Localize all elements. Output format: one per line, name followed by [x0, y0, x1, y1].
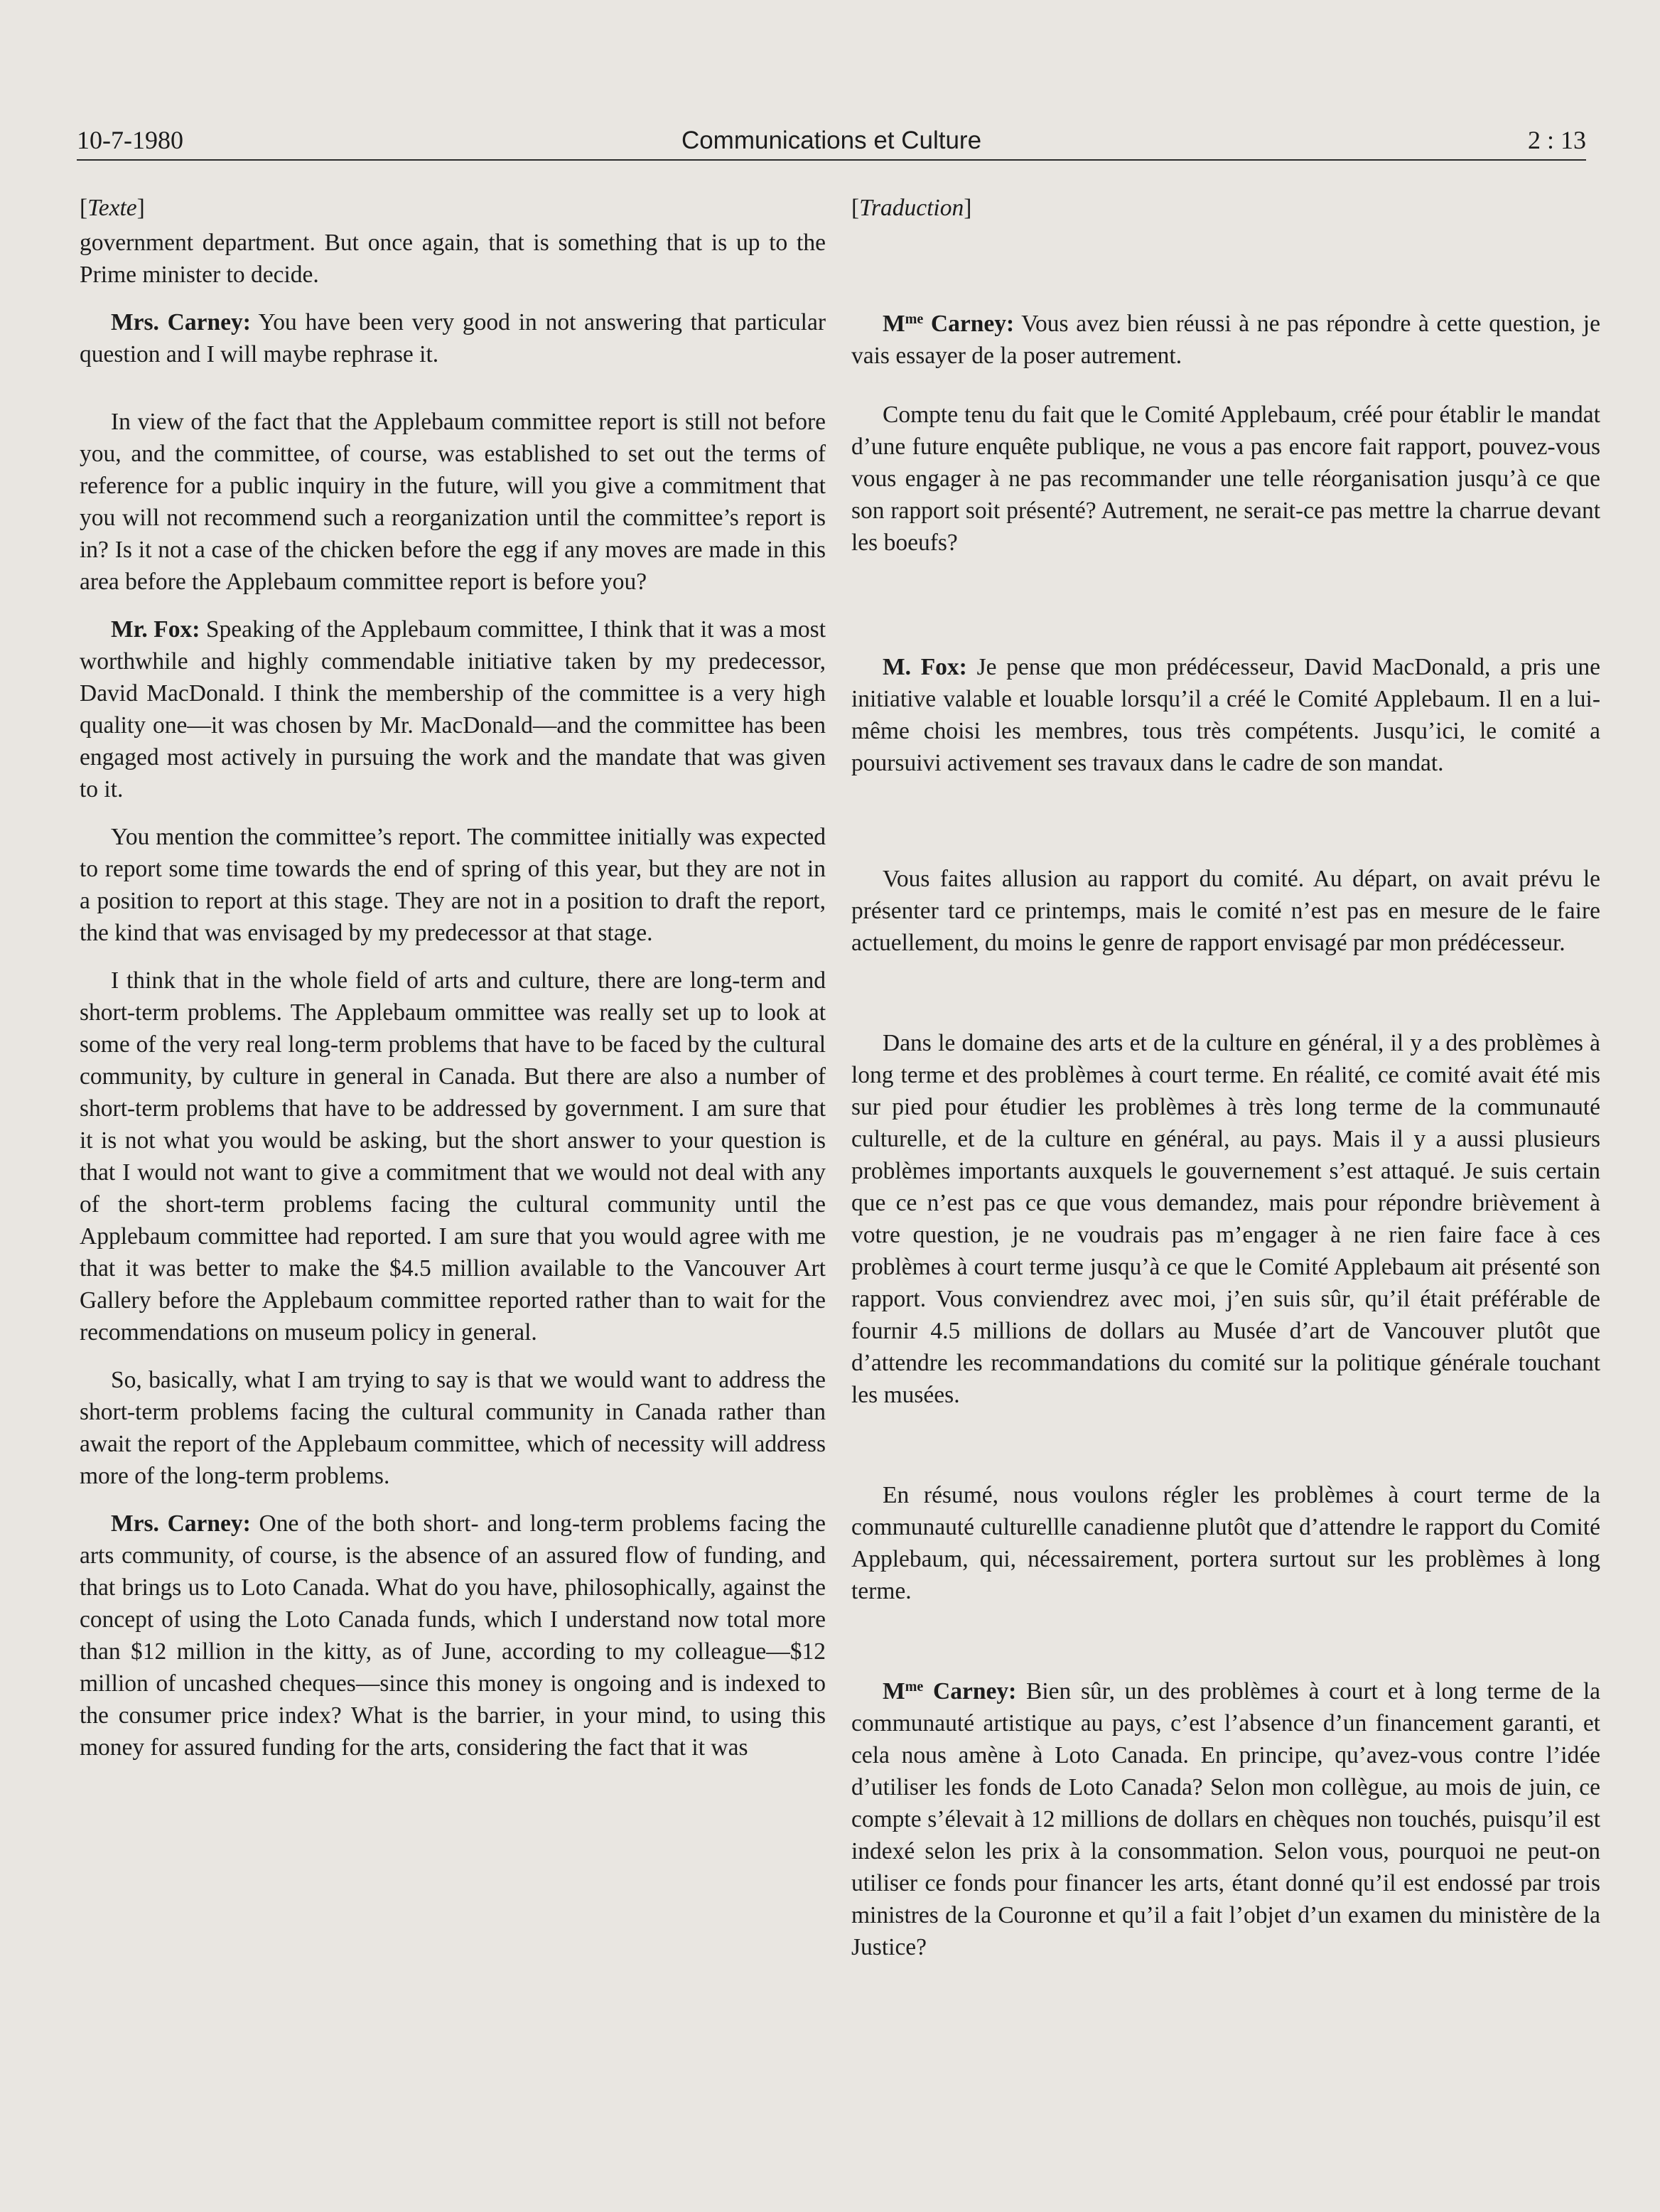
header-date: 10-7-1980 — [77, 126, 183, 154]
paragraph: I think that in the whole field of arts and culture, there are long-term and short-term problems. The Applebaum ommittee was really set up to look at some of the very real long-term problems that have to be faced by the cultural community, by culture in general in Canada. But there are also a number of short-term problems that have to be addressed by government. I am sure that it is not what you would be asking, but the short answer to your question is that I would not want to give a commitment that we would not deal with any of the short-term problems facing the cultural community until the Applebaum committee had reported. I am sure that you would agree with me that it was better to make the $4.5 million available to the Vancouver Art Gallery before the Applebaum committee reported rather than to wait for the recommendations on museum policy in general. — [80, 967, 826, 1346]
left-column-text — [80, 192, 826, 1763]
right-column-text — [851, 192, 1600, 1963]
paragraph: $M^{me}$ Carney: Bien sûr, un des problèmes à court et à long terme de la communauté artistique au pays, c’est l’absence d’un financement garanti, et cela nous amène à Loto Canada. En principe, qu’avez-vous contre l’idée d’utiliser les fonds de Loto Canada? Selon mon collègue, au mois de juin, ce compte s’élevait à 12 millions de dollars en chèques non touchés, puisqu’il est indexé selon les prix à la consommation. Selon vous, pourquoi ne peut-on utiliser ce fonds pour financer les arts, étant donné qu’il est endossé par trois ministres de la Couronne et qu’il a fait l’objet d’un examen du ministère de la Justice? — [851, 1678, 1601, 1960]
speaker-name: $M^{me}$ Carney: — [883, 1678, 1017, 1704]
speaker-name: $M^{me}$ Carney: — [883, 311, 1015, 337]
paragraph: In view of the fact that the Applebaum committee report is still not before you, and the committee, of course, was established to set out the terms of reference for a public inquiry in the future, will you give a commitment that you will not recommend such a reorganization until the committee’s report is in? Is it not a case of the chicken before the egg if any moves are made in this area before the Applebaum committee report is before you? — [80, 409, 826, 595]
paragraph: Compte tenu du fait que le Comité Applebaum, créé pour établir le mandat d’une future enquête publique, ne vous a pas encore fait rapport, pouvez-vous vous engager à ne pas recommander une telle réorganisation jusqu’à ce que son rapport soit présenté? Autrement, ne serait-ce pas mettre la charrue devant les boeufs? — [851, 402, 1600, 556]
paragraph: Vous faites allusion au rapport du comité. Au départ, on avait prévu le présenter tard ce printemps, mais le comité n’est pas en mesure de le faire actuellement, du moins le genre de rapport envisagé par mon prédécesseur. — [851, 866, 1600, 956]
speaker-name: Mrs. Carney: — [111, 309, 251, 335]
header-title: Communications et Culture — [681, 127, 982, 154]
paragraph: En résumé, nous voulons régler les problèmes à court terme de la communauté culturellle canadienne plutôt que d’attendre le rapport du Comité Applebaum, qui, nécessairement, portera surtout sur les problèmes à long terme. — [851, 1482, 1600, 1604]
paragraph: Mr. Fox: Speaking of the Applebaum committee, I think that it was a most worthwhile and highly commendable initiative taken by my predecessor, David MacDonald. I think the membership of the committee is a very high quality one—it was chosen by Mr. MacDonald—and the committee has been engaged most actively in pursuing the work and the mandate that was given to it. — [80, 616, 826, 802]
speaker-name: Mrs. Carney: — [111, 1510, 251, 1537]
speaker-name: Mr. Fox: — [111, 616, 200, 643]
paragraph: So, basically, what I am trying to say is that we would want to address the short-term problems facing the cultural community in Canada rather than await the report of the Applebaum committee, which of necessity will address more of the long-term problems. — [80, 1367, 826, 1489]
paragraph: M. Fox: Je pense que mon prédécesseur, David MacDonald, a pris une initiative valable et louable lorsqu’il a créé le Comité Applebaum. Il en a lui-même choisi les membres, tous très compétents. Jusqu’ici, le comité a poursuivi activement ses travaux dans le cadre de son mandat. — [851, 654, 1601, 776]
section-tag-traduction: [Traduction] — [851, 195, 972, 221]
paragraph: $M^{me}$ Carney: Vous avez bien réussi à ne pas répondre à cette question, je vais essayer de la poser autrement. — [851, 311, 1600, 369]
speaker-name: M. Fox: — [883, 654, 967, 680]
paragraph: Mrs. Carney: You have been very good in not answering that particular question and I will maybe rephrase it. — [80, 309, 826, 367]
section-tag-texte: [Texte] — [80, 195, 145, 221]
paragraph: Mrs. Carney: One of the both short- and long-term problems facing the arts community, of course, is the absence of an assured flow of funding, and that brings us to Loto Canada. What do you have, philosophically, against the concept of using the Loto Canada funds, which I understand now total more than $12 million in the kitty, as of June, according to my colleague—$12 million of uncashed cheques—since this money is ongoing and is indexed to the consumer price index? What is the barrier, in your mind, to using this money for assured funding for the arts, considering the fact that it was — [80, 1510, 826, 1761]
paragraph: You mention the committee’s report. The committee initially was expected to report some time towards the end of spring of this year, but they are not in a position to report at this stage. They are not in a position to draft the report, the kind that was envisaged by my predecessor at that stage. — [80, 824, 826, 946]
page-header — [77, 112, 1586, 161]
paragraph: Dans le domaine des arts et de la culture en général, il y a des problèmes à long terme et des problèmes à court terme. En réalité, ce comité avait été mis sur pied pour étudier les problèmes à très long terme de la communauté culturelle, et de la culture en général, au pays. Mais il y a aussi plusieurs problèmes importants auxquels le gouvernement s’est attaqué. Je suis certain que ce n’est pas ce que vous demandez, mais pour répondre brièvement à votre question, je ne voudrais pas m’engager à ne rien faire face à ces problèmes à court terme jusqu’à ce que le Comité Applebaum ait présenté son rapport. Vous conviendrez avec moi, j’en suis sûr, qu’il était préférable de fournir 4.5 millions de dollars au Musée d’art de Vancouver plutôt que d’attendre les recommandations du comité sur la politique générale touchant les musées. — [851, 1030, 1600, 1408]
header-page-number: 2 : 13 — [1527, 126, 1586, 154]
paragraph: government department. But once again, that is something that is up to the Prime minister to decide. — [80, 230, 826, 288]
